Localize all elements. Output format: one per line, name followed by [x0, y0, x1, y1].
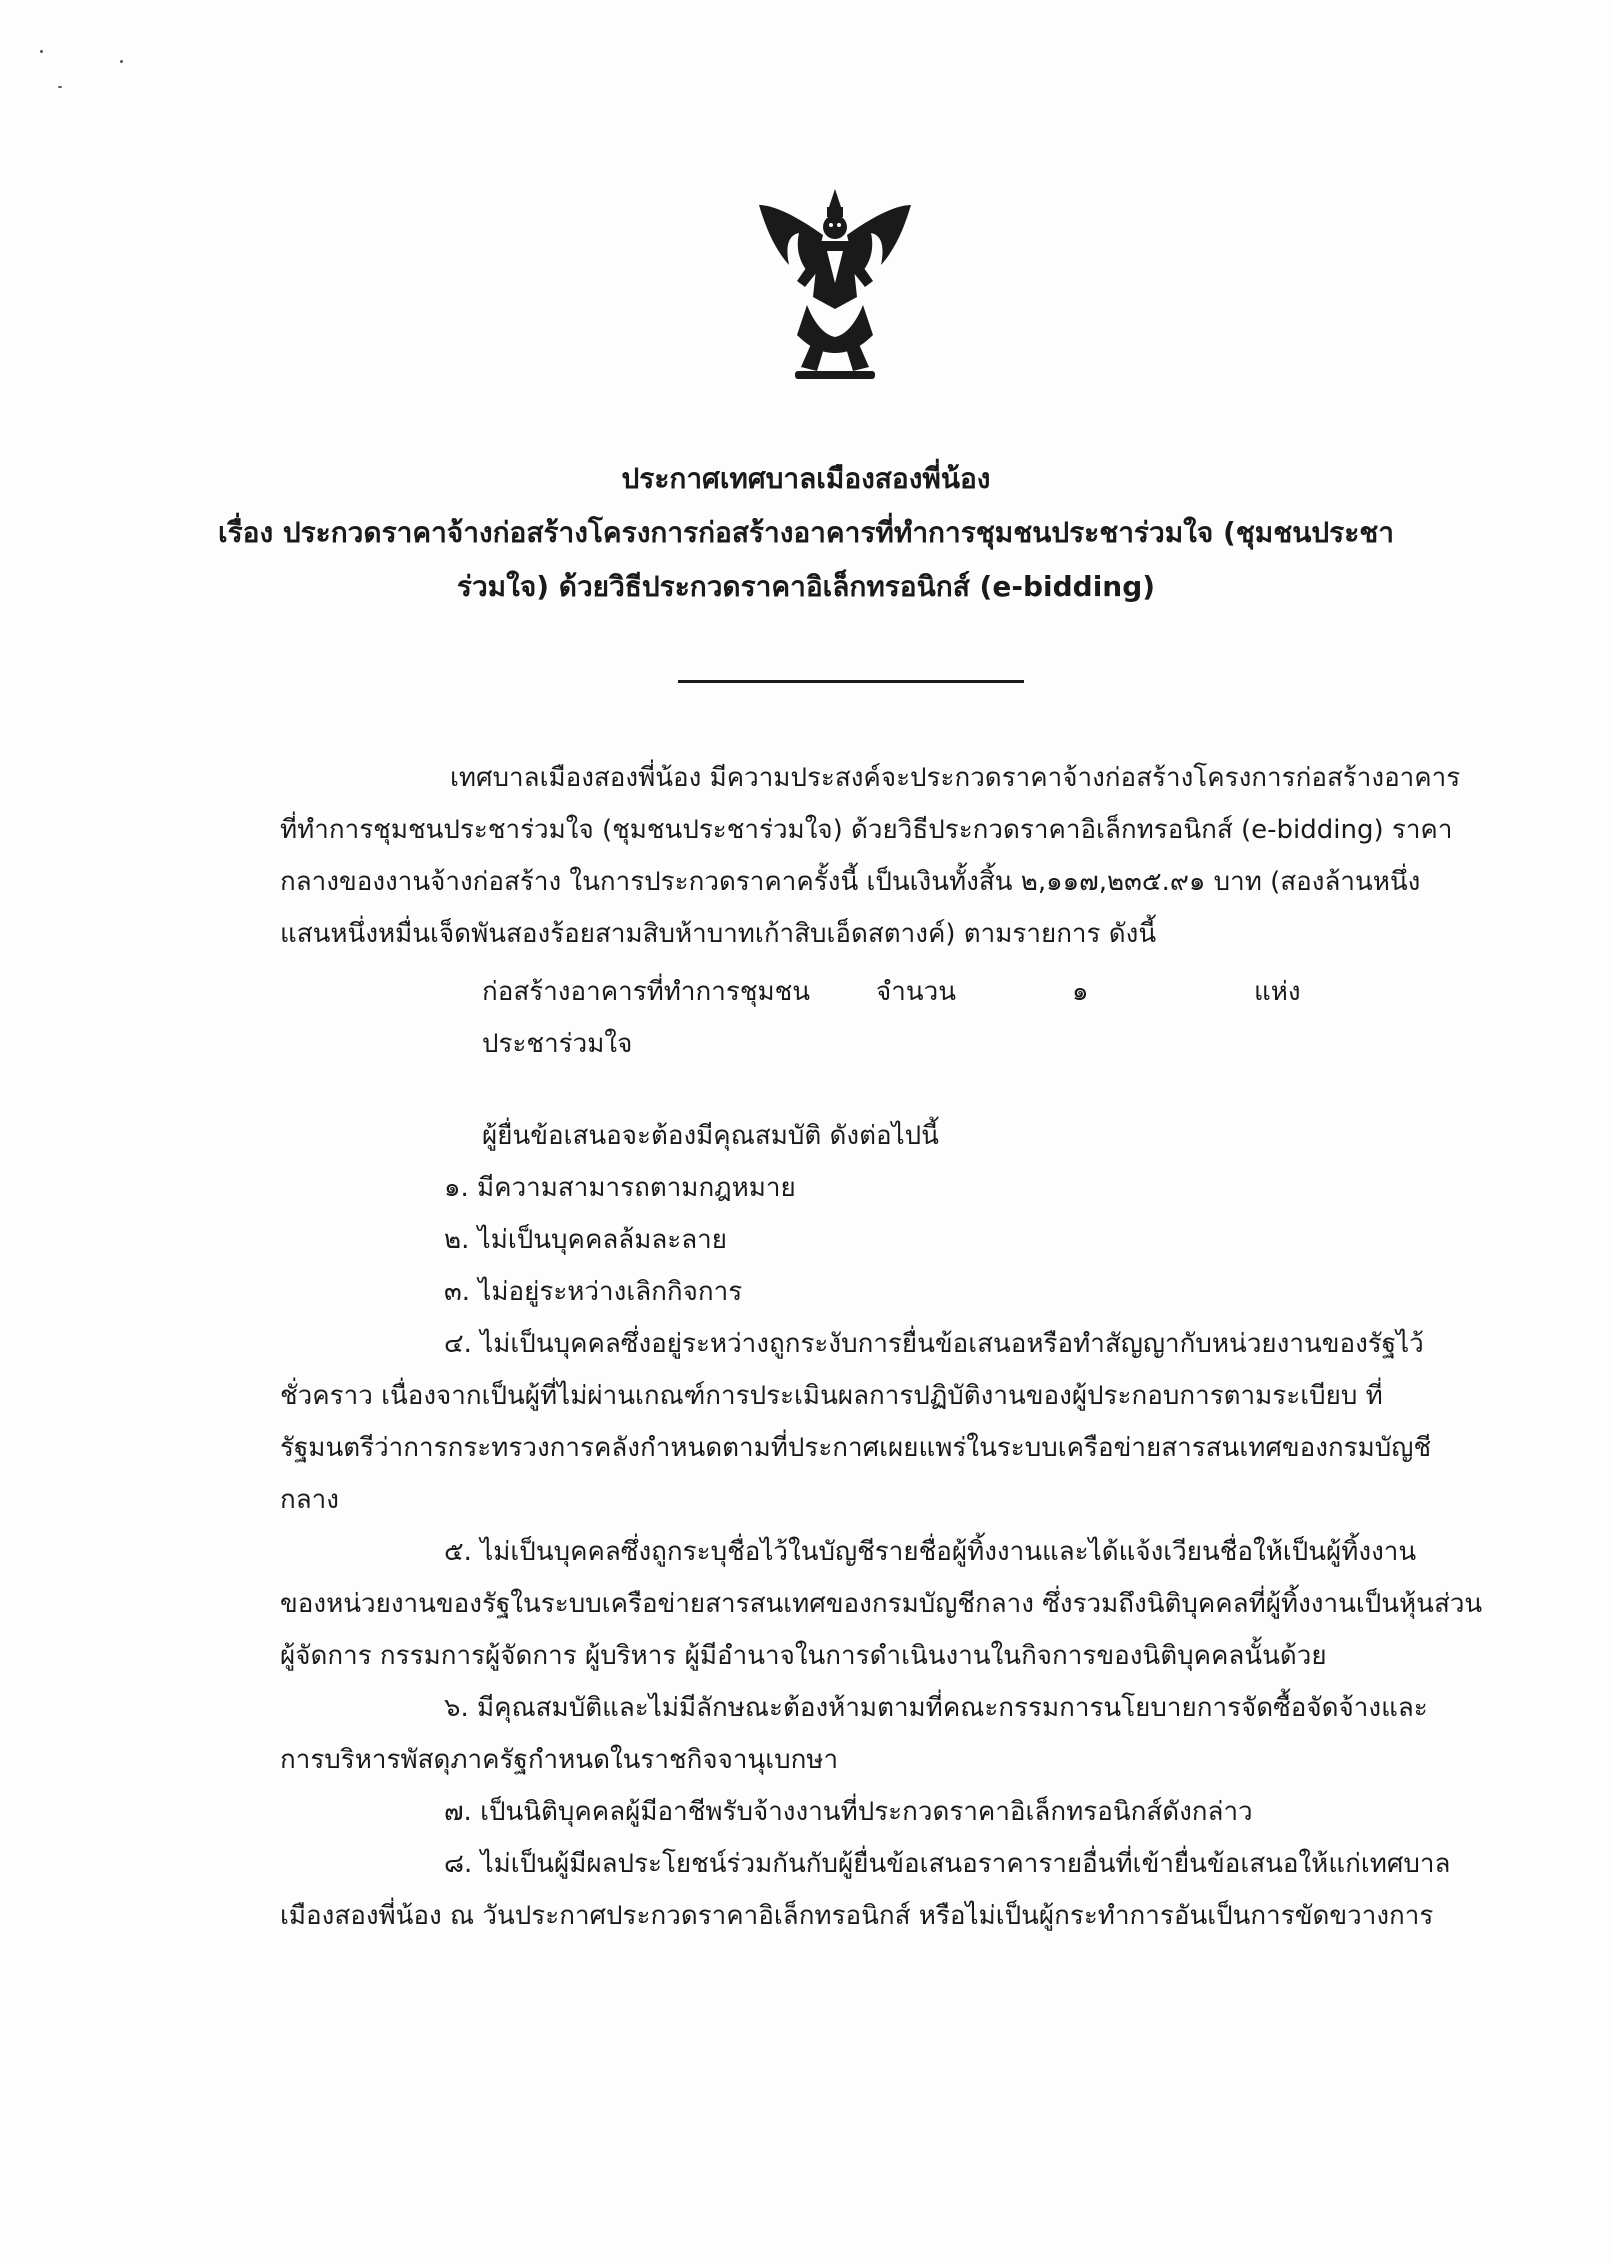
qualification-5-line-1: ๕. ไม่เป็นบุคคลซึ่งถูกระบุชื่อไว้ในบัญชีรายชื่อผู้ทิ้งงานและได้แจ้งเวียนชื่อให้เป็นผู้ทิ้งงาน: [444, 1537, 1417, 1567]
qualification-4-line-1: ๔. ไม่เป็นบุคคลซึ่งอยู่ระหว่างถูกระงับการยื่นข้อเสนอหรือทำสัญญากับหน่วยงานของรัฐไว้: [444, 1329, 1424, 1359]
title-line-2: เรื่อง ประกวดราคาจ้างก่อสร้างโครงการก่อสร้างอาคารที่ทำการชุมชนประชาร่วมใจ (ชุมชนประชา: [218, 516, 1394, 549]
garuda-emblem-icon: [755, 185, 915, 385]
qualification-8-line-2: เมืองสองพี่น้อง ณ วันประกาศประกวดราคาอิเล็กทรอนิกส์ หรือไม่เป็นผู้กระทำการอันเป็นการขัดขวางการ: [280, 1901, 1434, 1931]
announcement-title: [180, 452, 1432, 614]
item-name: [482, 966, 810, 1070]
intro-line-2: ที่ทำการชุมชนประชาร่วมใจ (ชุมชนประชาร่วมใจ) ด้วยวิธีประกวดราคาอิเล็กทรอนิกส์ (e-bidding) ราคา: [280, 815, 1453, 845]
title-line-3: ร่วมใจ) ด้วยวิธีประกวดราคาอิเล็กทรอนิกส์ (e-bidding): [456, 570, 1156, 603]
title-line-1: ประกาศเทศบาลเมืองสองพี่น้อง: [621, 462, 991, 495]
item-name-line-1: ก่อสร้างอาคารที่ทำการชุมชน: [482, 977, 811, 1007]
qualification-1: ๑. มีความสามารถตามกฎหมาย: [444, 1173, 796, 1203]
intro-paragraph: [280, 752, 1461, 960]
scan-speck: [120, 60, 123, 63]
intro-line-3: กลางของงานจ้างก่อสร้าง ในการประกวดราคาครั้งนี้ เป็นเงินทั้งสิ้น ๒,๑๑๗,๒๓๕.๙๑ บาท (สองล้านหนึ่ง: [280, 867, 1421, 897]
item-unit: แห่ง: [1254, 977, 1301, 1007]
qualification-3: ๓. ไม่อยู่ระหว่างเลิกกิจการ: [444, 1277, 743, 1307]
item-qty: ๑: [1072, 977, 1089, 1007]
qualification-8-line-1: ๘. ไม่เป็นผู้มีผลประโยชน์ร่วมกันกับผู้ยื่นข้อเสนอราคารายอื่นที่เข้ายื่นข้อเสนอให้แก่เทศบาล: [444, 1849, 1451, 1879]
qualification-5-line-2: ของหน่วยงานของรัฐในระบบเครือข่ายสารสนเทศของกรมบัญชีกลาง ซึ่งรวมถึงนิติบุคคลที่ผู้ทิ้งงานเป็นหุ้นส่วน: [280, 1589, 1483, 1619]
qualifications-section: [280, 1110, 1483, 1942]
title-divider: [678, 680, 1024, 683]
qualification-4-line-4: กลาง: [280, 1485, 339, 1515]
qualifications-heading: ผู้ยื่นข้อเสนอจะต้องมีคุณสมบัติ ดังต่อไปนี้: [482, 1121, 939, 1151]
scan-speck: [40, 50, 43, 53]
intro-line-4: แสนหนึ่งหมื่นเจ็ดพันสองร้อยสามสิบห้าบาทเก้าสิบเอ็ดสตางค์) ตามรายการ ดังนี้: [280, 919, 1157, 949]
intro-line-1: เทศบาลเมืองสองพี่น้อง มีความประสงค์จะประกวดราคาจ้างก่อสร้างโครงการก่อสร้างอาคาร: [450, 763, 1461, 793]
qualification-4-line-2: ชั่วคราว เนื่องจากเป็นผู้ที่ไม่ผ่านเกณฑ์การประเมินผลการปฏิบัติงานของผู้ประกอบการตามระเบียบ ที่: [280, 1381, 1383, 1411]
item-name-line-2: ประชาร่วมใจ: [482, 1029, 633, 1059]
scan-speck: [58, 86, 62, 88]
item-qty-label: จำนวน: [876, 977, 956, 1007]
qualification-6-line-2: การบริหารพัสดุภาครัฐกำหนดในราชกิจจานุเบกษา: [280, 1745, 839, 1775]
qualification-6-line-1: ๖. มีคุณสมบัติและไม่มีลักษณะต้องห้ามตามที่คณะกรรมการนโยบายการจัดซื้อจัดจ้างและ: [444, 1693, 1428, 1723]
qualification-5-line-3: ผู้จัดการ กรรมการผู้จัดการ ผู้บริหาร ผู้มีอำนาจในการดำเนินงานในกิจการของนิติบุคคลนั้นด้วย: [280, 1641, 1327, 1671]
qualification-2: ๒. ไม่เป็นบุคคลล้มละลาย: [444, 1225, 728, 1255]
qualification-4-line-3: รัฐมนตรีว่าการกระทรวงการคลังกำหนดตามที่ประกาศเผยแพร่ในระบบเครือข่ายสารสนเทศของกรมบัญชี: [280, 1433, 1432, 1463]
qualification-7: ๗. เป็นนิติบุคคลผู้มีอาชีพรับจ้างงานที่ประกวดราคาอิเล็กทรอนิกส์ดังกล่าว: [444, 1797, 1253, 1827]
